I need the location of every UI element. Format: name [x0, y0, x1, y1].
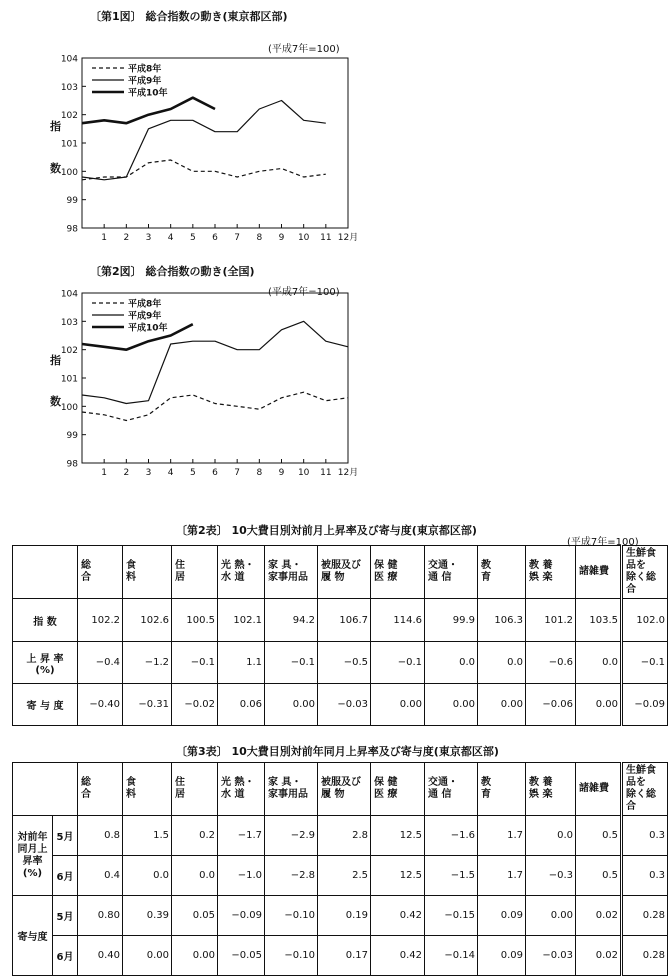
table3-row-yoy-june	[13, 856, 668, 896]
y-tick-label: 101	[60, 139, 78, 150]
header-line-1: 食	[126, 560, 136, 571]
legend-label: 平成9年	[128, 76, 162, 87]
table-cell: 100.5	[172, 599, 218, 642]
table2-header-cell	[371, 546, 425, 599]
table-cell: 1.7	[478, 816, 526, 856]
header-line-1: 食	[126, 777, 136, 788]
x-tick-label: 9	[278, 468, 285, 478]
table-cell: 0.42	[371, 896, 425, 936]
header-line-1: 総	[81, 777, 91, 788]
table-cell: 0.06	[218, 684, 265, 726]
table-cell: 0.8	[78, 816, 123, 856]
table-cell: 102.2	[78, 599, 123, 642]
table-cell: −1.0	[218, 856, 265, 896]
x-tick-label: 5	[189, 233, 196, 243]
header-line-2: 育	[481, 789, 491, 800]
table-cell: −0.02	[172, 684, 218, 726]
figure2-title: 〔第2図〕 総合指数の動き(全国)	[90, 265, 255, 278]
table-cell: 0.00	[425, 684, 478, 726]
x-tick-label: 4	[167, 468, 174, 478]
header-line-1: 諸雑費	[579, 783, 609, 794]
header-line-2: 娯 楽	[529, 572, 553, 583]
table-cell: 0.09	[478, 936, 526, 976]
figure2-unit-note: (平成7年=100)	[268, 287, 340, 298]
header-line-2: 合	[81, 789, 91, 800]
x-tick-label: 10	[297, 468, 310, 478]
y-tick-label: 104	[60, 289, 78, 300]
table-cell: −0.1	[265, 642, 318, 684]
header-line-2: 育	[481, 572, 491, 583]
table-cell: 103.5	[576, 599, 622, 642]
table2-row-index	[13, 599, 668, 642]
table-cell: 0.00	[478, 684, 526, 726]
table-cell: 0.2	[172, 816, 218, 856]
table-cell: 0.09	[478, 896, 526, 936]
table2	[12, 545, 668, 726]
x-tick-label: 2	[123, 233, 130, 243]
table-cell: 106.7	[318, 599, 371, 642]
x-tick-label: 4	[167, 233, 174, 243]
table-cell: 0.05	[172, 896, 218, 936]
table-cell: 0.40	[78, 936, 123, 976]
x-tick-label: 1	[101, 233, 108, 243]
table2-header-cell	[265, 546, 318, 599]
header-line-1: 光 熱・	[221, 777, 255, 788]
table-cell: 2.8	[318, 816, 371, 856]
month-label: 6月	[53, 936, 78, 976]
table3-corner-cell	[13, 763, 78, 816]
plot-frame	[82, 293, 348, 463]
table-cell: −0.14	[425, 936, 478, 976]
table-cell: −0.31	[123, 684, 172, 726]
table-cell: −1.5	[425, 856, 478, 896]
row-label-main: 上 昇 率	[26, 653, 64, 665]
x-tick-label: 8	[256, 233, 263, 243]
table-cell: 101.2	[526, 599, 576, 642]
header-line-2: 履 物	[321, 572, 345, 583]
table2-header-cell	[526, 546, 576, 599]
table-cell: 114.6	[371, 599, 425, 642]
figure1-unit-note: (平成7年=100)	[268, 44, 340, 55]
table-cell: 102.6	[123, 599, 172, 642]
header-line-2: 合	[81, 572, 91, 583]
table2-header-cell	[318, 546, 371, 599]
table-cell: −0.15	[425, 896, 478, 936]
header-line-1: 住	[175, 777, 185, 788]
table3-header-cell	[318, 763, 371, 816]
header-line-1: 家 具・	[268, 560, 302, 571]
x-tick-label: 6	[212, 233, 218, 243]
header-line-2: 通 信	[428, 789, 452, 800]
series-line	[82, 160, 326, 180]
row-label: 寄 与 度	[13, 684, 78, 726]
table2-header-cell	[172, 546, 218, 599]
header-line-1: 交通・	[428, 777, 458, 788]
x-tick-label: 7	[234, 233, 241, 243]
x-tick-label: 12月	[337, 233, 359, 243]
table-cell: −0.40	[78, 684, 123, 726]
table-cell: −0.09	[622, 684, 668, 726]
table3-header-cell	[622, 763, 668, 816]
header-line-2: 除く総合	[626, 789, 656, 812]
table-cell: −0.1	[622, 642, 668, 684]
table3-header-cell	[478, 763, 526, 816]
header-line-1: 光 熱・	[221, 560, 255, 571]
series-line	[82, 321, 348, 403]
table2-header-row	[13, 546, 668, 599]
y-tick-label: 99	[66, 196, 78, 207]
header-line-2: 通 信	[428, 572, 452, 583]
table-cell: −0.3	[526, 856, 576, 896]
table-cell: 0.28	[622, 896, 668, 936]
table-cell: −0.1	[371, 642, 425, 684]
table3-header-cell	[123, 763, 172, 816]
y-tick-label: 99	[66, 431, 78, 442]
table-cell: 0.0	[526, 816, 576, 856]
y-tick-label: 100	[60, 167, 78, 178]
table3-header-cell	[78, 763, 123, 816]
table2-header-cell	[622, 546, 668, 599]
y-tick-label: 103	[60, 317, 78, 328]
table-cell: −0.06	[526, 684, 576, 726]
table-cell: −0.10	[265, 936, 318, 976]
table3-header-cell	[265, 763, 318, 816]
legend-label: 平成8年	[128, 64, 162, 75]
x-tick-label: 9	[278, 233, 285, 243]
table-cell: 0.3	[622, 816, 668, 856]
table2-header-cell	[478, 546, 526, 599]
table-cell: 12.5	[371, 816, 425, 856]
table-cell: −0.4	[78, 642, 123, 684]
series-line	[82, 98, 215, 124]
table2-unit-note: (平成7年=100)	[567, 537, 639, 548]
table-cell: 0.0	[425, 642, 478, 684]
table-cell: 0.00	[371, 684, 425, 726]
row-label-unit: (%)	[35, 664, 55, 676]
header-line-1: 総	[81, 560, 91, 571]
header-line-2: 居	[175, 789, 185, 800]
table-cell: 12.5	[371, 856, 425, 896]
table-cell: 0.80	[78, 896, 123, 936]
y-tick-label: 98	[66, 224, 78, 235]
table-cell: 0.0	[172, 856, 218, 896]
month-label: 6月	[53, 856, 78, 896]
table-cell: 94.2	[265, 599, 318, 642]
y-tick-label: 98	[66, 459, 78, 470]
table3-row-yoy-may	[13, 816, 668, 856]
y-tick-label: 103	[60, 82, 78, 93]
table-cell: 0.00	[172, 936, 218, 976]
header-line-1: 教	[481, 777, 491, 788]
plot-frame	[82, 58, 348, 228]
row-label: 指 数	[13, 599, 78, 642]
table3	[12, 762, 668, 976]
table-cell: −1.6	[425, 816, 478, 856]
row-label	[13, 642, 78, 684]
table-cell: −0.03	[318, 684, 371, 726]
header-line-1: 住	[175, 560, 185, 571]
header-line-1: 生鮮食品を	[626, 765, 656, 788]
header-line-1: 教 養	[529, 777, 553, 788]
x-tick-label: 3	[145, 233, 152, 243]
table-cell: 0.0	[123, 856, 172, 896]
header-line-2: 居	[175, 572, 185, 583]
y-tick-label: 102	[60, 346, 78, 357]
table-cell: 0.28	[622, 936, 668, 976]
figure1-title: 〔第1図〕 総合指数の動き(東京都区部)	[90, 10, 288, 23]
table-cell: −0.10	[265, 896, 318, 936]
header-line-2: 娯 楽	[529, 789, 553, 800]
table-cell: 1.7	[478, 856, 526, 896]
header-line-2: 医 療	[374, 572, 398, 583]
table2-header-cell	[123, 546, 172, 599]
table-cell: 0.0	[478, 642, 526, 684]
table-cell: −1.2	[123, 642, 172, 684]
header-line-2: 料	[126, 572, 136, 583]
figure2-ylabel-bottom: 数	[50, 395, 61, 408]
table-cell: 0.02	[576, 896, 622, 936]
header-line-1: 被服及び	[321, 560, 361, 571]
table3-header-cell	[218, 763, 265, 816]
table-cell: −0.05	[218, 936, 265, 976]
table3-title: 〔第3表〕 10大費目別対前年同月上昇率及び寄与度(東京都区部)	[176, 745, 499, 758]
x-tick-label: 3	[145, 468, 152, 478]
header-line-1: 保 健	[374, 560, 398, 571]
table2-header-cell	[78, 546, 123, 599]
table-cell: 0.19	[318, 896, 371, 936]
header-line-1: 保 健	[374, 777, 398, 788]
table-cell: 102.1	[218, 599, 265, 642]
legend-label: 平成8年	[128, 299, 162, 310]
row-group-label-yoy-rate: 対前年同月上昇率(%)	[13, 816, 53, 896]
table-cell: −0.03	[526, 936, 576, 976]
header-line-2: 水 道	[221, 789, 245, 800]
header-line-1: 教	[481, 560, 491, 571]
table-cell: 1.5	[123, 816, 172, 856]
table-cell: 0.39	[123, 896, 172, 936]
table-cell: −0.6	[526, 642, 576, 684]
table-cell: −0.1	[172, 642, 218, 684]
table-cell: 0.00	[526, 896, 576, 936]
table-cell: 1.1	[218, 642, 265, 684]
table-cell: −0.5	[318, 642, 371, 684]
header-line-2: 水 道	[221, 572, 245, 583]
x-tick-label: 11	[320, 468, 332, 478]
header-line-2: 家事用品	[268, 789, 308, 800]
header-line-2: 医 療	[374, 789, 398, 800]
table2-row-change-rate	[13, 642, 668, 684]
table-cell: 0.00	[576, 684, 622, 726]
table3-header-cell	[371, 763, 425, 816]
x-tick-label: 6	[212, 468, 218, 478]
table-cell: 99.9	[425, 599, 478, 642]
table-cell: −2.8	[265, 856, 318, 896]
table3-row-contrib-may	[13, 896, 668, 936]
table-cell: 0.00	[123, 936, 172, 976]
table2-header-cell	[218, 546, 265, 599]
y-tick-label: 100	[60, 402, 78, 413]
table-cell: 0.17	[318, 936, 371, 976]
table3-header-cell	[526, 763, 576, 816]
x-tick-label: 7	[234, 468, 241, 478]
table2-header-cell	[425, 546, 478, 599]
x-tick-label: 1	[101, 468, 108, 478]
y-tick-label: 104	[60, 54, 78, 65]
table2-row-contribution	[13, 684, 668, 726]
header-line-1: 交通・	[428, 560, 458, 571]
table3-header-cell	[576, 763, 622, 816]
month-label: 5月	[53, 896, 78, 936]
table-cell: 0.00	[265, 684, 318, 726]
table-cell: 102.0	[622, 599, 668, 642]
figure2-ylabel-top: 指	[50, 354, 61, 367]
month-label: 5月	[53, 816, 78, 856]
header-line-1: 諸雑費	[579, 566, 609, 577]
table-cell: −1.7	[218, 816, 265, 856]
figure1-ylabel-top: 指	[50, 120, 61, 133]
table-cell: 0.02	[576, 936, 622, 976]
table-cell: 0.0	[576, 642, 622, 684]
x-tick-label: 10	[297, 233, 310, 243]
table-cell: 0.3	[622, 856, 668, 896]
table2-corner-cell	[13, 546, 78, 599]
table2-title: 〔第2表〕 10大費目別対前月上昇率及び寄与度(東京都区部)	[176, 524, 477, 537]
x-tick-label: 8	[256, 468, 263, 478]
table-cell: 0.5	[576, 856, 622, 896]
legend-label: 平成10年	[128, 88, 168, 99]
table3-header-row	[13, 763, 668, 816]
x-tick-label: 11	[320, 233, 332, 243]
table-cell: −2.9	[265, 816, 318, 856]
header-line-1: 教 養	[529, 560, 553, 571]
header-line-1: 生鮮食品を	[626, 548, 656, 571]
table-cell: 2.5	[318, 856, 371, 896]
table3-row-contrib-june	[13, 936, 668, 976]
series-line	[82, 392, 348, 420]
x-tick-label: 2	[123, 468, 130, 478]
header-line-1: 被服及び	[321, 777, 361, 788]
x-tick-label: 5	[189, 468, 196, 478]
table-cell: 0.4	[78, 856, 123, 896]
table-cell: 0.42	[371, 936, 425, 976]
table-cell: 0.5	[576, 816, 622, 856]
x-tick-label: 12月	[337, 468, 359, 478]
series-line	[82, 101, 326, 180]
table-cell: −0.09	[218, 896, 265, 936]
figure1-ylabel-bottom: 数	[50, 162, 61, 175]
legend-label: 平成9年	[128, 311, 162, 322]
y-tick-label: 102	[60, 111, 78, 122]
header-line-2: 料	[126, 789, 136, 800]
header-line-1: 家 具・	[268, 777, 302, 788]
legend-label: 平成10年	[128, 323, 168, 334]
y-tick-label: 101	[60, 374, 78, 385]
table3-header-cell	[172, 763, 218, 816]
table3-header-cell	[425, 763, 478, 816]
header-line-2: 履 物	[321, 789, 345, 800]
row-group-label-contribution: 寄与度	[13, 896, 53, 976]
figure2-line-chart	[60, 285, 360, 485]
table2-header-cell	[576, 546, 622, 599]
table-cell: 106.3	[478, 599, 526, 642]
figure1-line-chart	[60, 50, 360, 250]
header-line-2: 除く総合	[626, 572, 656, 595]
header-line-2: 家事用品	[268, 572, 308, 583]
